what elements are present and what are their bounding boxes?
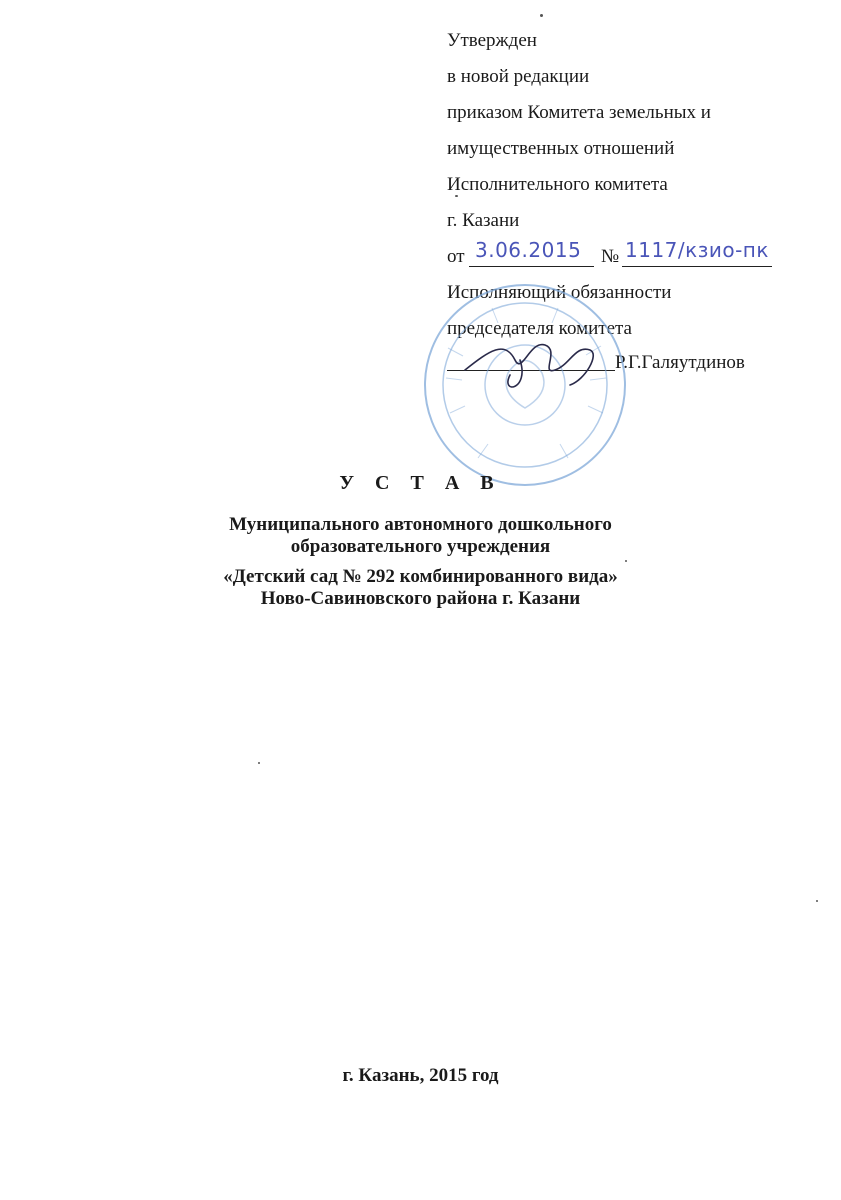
approval-position-line2: председателя комитета (447, 318, 632, 339)
org-line3: «Детский сад № 292 комбинированного вида» (223, 566, 618, 587)
date-prefix: от (447, 246, 465, 267)
scan-speck (455, 195, 458, 197)
handwritten-number: 1117/кзио-пк (625, 238, 769, 262)
official-stamp-icon (418, 278, 633, 493)
scan-speck (258, 762, 260, 764)
number-prefix: № (601, 246, 620, 267)
approval-line-approved: Утвержден (447, 30, 537, 51)
scan-speck (816, 900, 818, 902)
org-line1: Муниципального автономного дошкольного (229, 514, 612, 535)
signature-underline (447, 370, 615, 371)
approval-position-line1: Исполняющий обязанности (447, 282, 672, 303)
signature-icon (460, 330, 620, 400)
signatory-name: Р.Г.Галяутдинов (615, 352, 745, 373)
handwritten-date: 3.06.2015 (475, 238, 582, 262)
approval-line-city: г. Казани (447, 210, 520, 231)
place-and-year: г. Казань, 2015 год (342, 1065, 499, 1086)
scan-speck (625, 560, 627, 562)
org-line4: Ново-Савиновского района г. Казани (260, 588, 581, 609)
date-underline (469, 266, 594, 267)
approval-line-relations: имущественных отношений (447, 138, 675, 159)
document-title: У С Т А В (339, 472, 502, 494)
approval-line-executive: Исполнительного комитета (447, 174, 668, 195)
number-underline (622, 266, 772, 267)
org-line2: образовательного учреждения (290, 536, 551, 557)
approval-line-order: приказом Комитета земельных и (447, 102, 711, 123)
scan-speck (540, 14, 543, 17)
approval-line-new-edition: в новой редакции (447, 66, 590, 87)
